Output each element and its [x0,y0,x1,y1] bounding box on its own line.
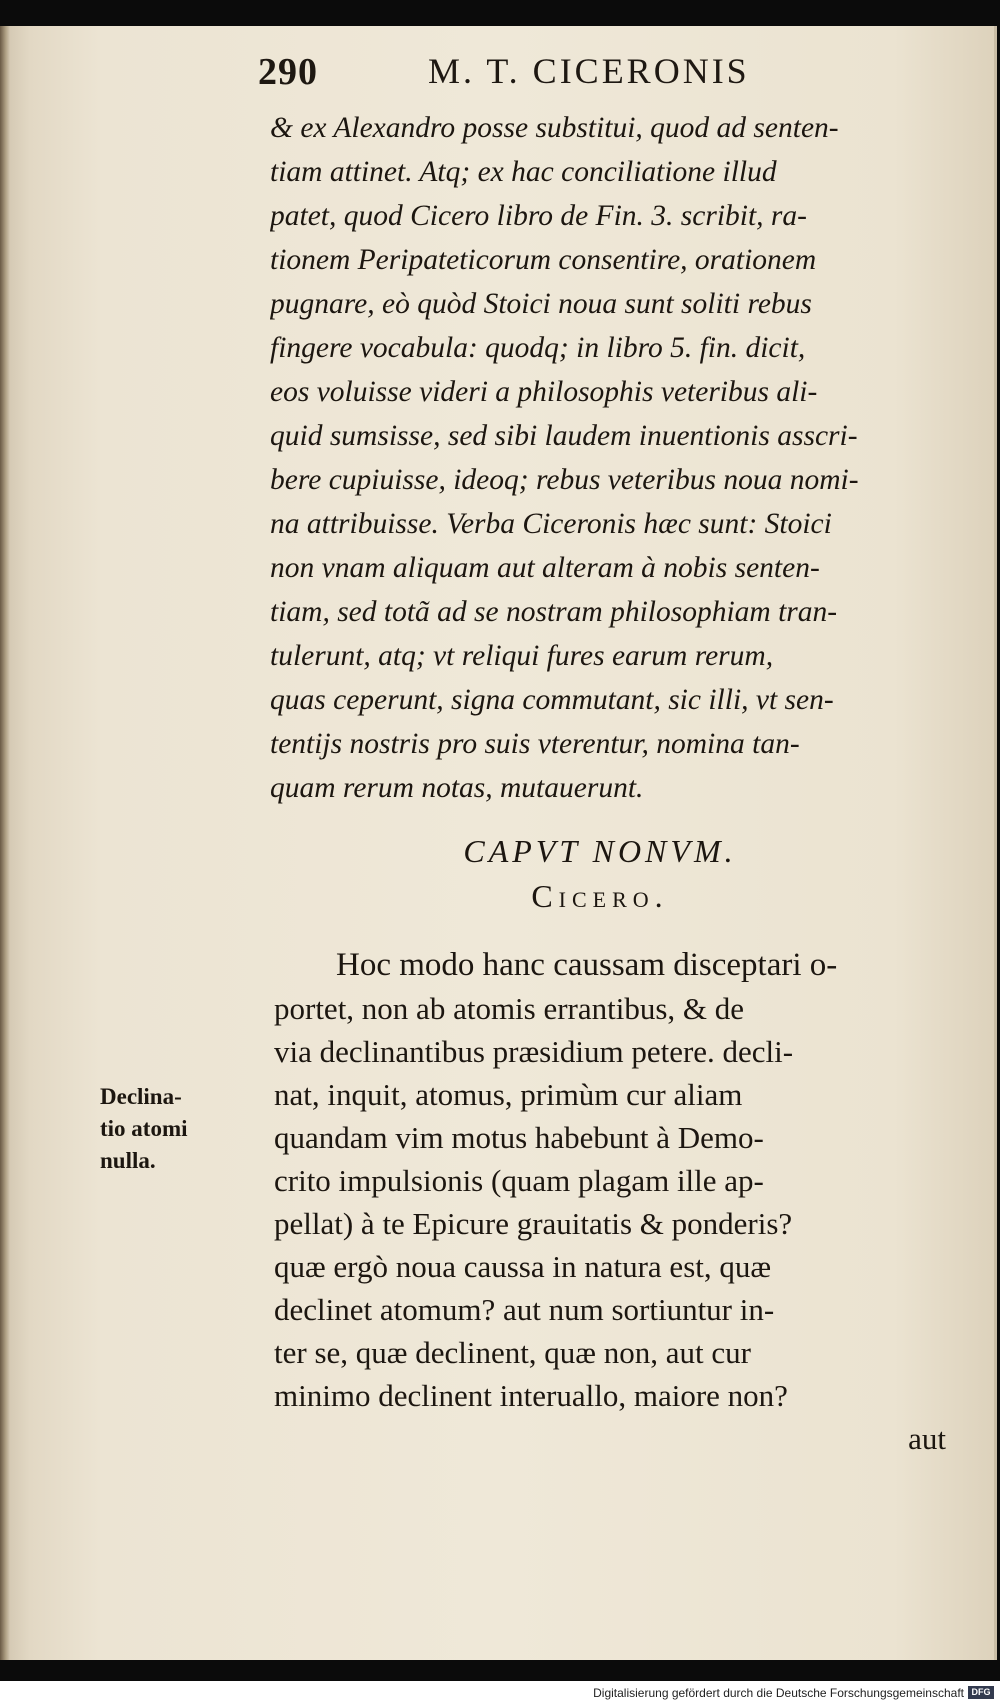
text-line: & ex Alexandro posse substitui, quod ad senten- [270,112,839,144]
page-header [258,48,798,104]
catchword: aut [908,1421,946,1456]
main-text [274,944,954,1460]
page-number: 290 [258,51,318,93]
marginal-note-line: nulla. [100,1148,156,1173]
marginal-note-line: tio atomi [100,1116,188,1141]
digitization-credit: Digitalisierung gefördert durch die Deutsche Forschungsgemeinschaft [593,1686,964,1700]
text-line: tentijs nostris pro suis vterentur, nomina tan- [270,728,800,760]
binding-gutter [0,26,10,1660]
text-line: non vnam aliquam aut alteram à nobis senten- [270,552,820,584]
text-line: Hoc modo hanc caussam disceptari o- [336,947,838,983]
text-line: na attribuisse. Verba Ciceronis hæc sunt: Stoici [270,508,832,540]
marginal-note-line: Declina- [100,1084,182,1109]
book-page [0,26,997,1660]
marginal-note [100,1081,250,1177]
text-line: quid sumsisse, sed sibi laudem inuentionis asscri- [270,420,858,452]
text-line: tionem Peripateticorum consentire, orationem [270,244,817,276]
text-line: portet, non ab atomis errantibus, & de [274,991,745,1026]
chapter-title: CAPVT NONVM. [463,833,737,869]
text-line: ter se, quæ declinent, quæ non, aut cur [274,1335,751,1370]
text-line: quam rerum notas, mutauerunt. [270,772,644,804]
text-line: bere cupiuisse, ideoq; rebus veteribus noua nomi- [270,464,859,496]
footer-bar [0,1681,1000,1703]
text-line: tiam, sed totã ad se nostram philosophiam tran- [270,596,838,628]
text-line: quas ceperunt, signa commutant, sic illi, vt sen- [270,684,834,716]
text-line: pellat) à te Epicure grauitatis & ponderis? [274,1206,793,1241]
text-line: quæ ergò noua caussa in natura est, quæ [274,1249,772,1284]
text-line: crito impulsionis (quam plagam ille ap- [274,1163,764,1198]
text-line: declinet atomum? aut num sortiuntur in- [274,1292,775,1327]
italic-commentary [270,106,940,810]
dfg-logo: DFG [968,1686,994,1699]
speaker-heading: Cicero. [531,878,669,914]
text-line: fingere vocabula: quodq; in libro 5. fin. dicit, [270,332,806,364]
text-line: minimo declinent interuallo, maiore non? [274,1378,788,1413]
text-line: eos voluisse videri a philosophis veteribus ali- [270,376,818,408]
text-line: nat, inquit, atomus, primùm cur aliam [274,1077,743,1112]
text-line: tiam attinet. Atq; ex hac conciliatione illud [270,156,777,188]
text-line: via declinantibus præsidium petere. decli- [274,1034,794,1069]
text-line: quandam vim motus habebunt à Demo- [274,1120,764,1155]
text-line: tulerunt, atq; vt reliqui fures earum rerum, [270,640,774,672]
running-head: M. T. CICERONIS [428,51,750,91]
text-line: patet, quod Cicero libro de Fin. 3. scribit, ra- [270,200,807,232]
text-line: pugnare, eò quòd Stoici noua sunt soliti rebus [270,288,812,320]
